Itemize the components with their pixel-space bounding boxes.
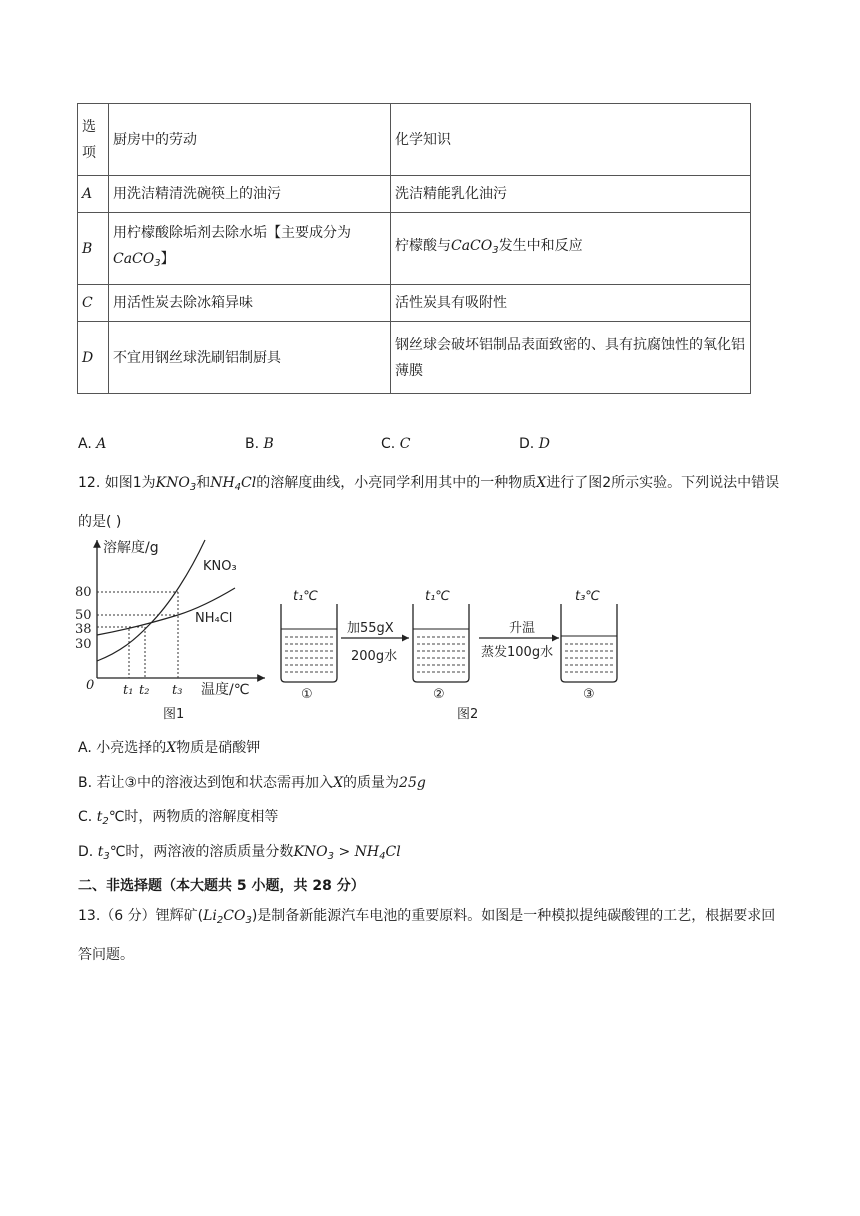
- options-table: [77, 103, 751, 394]
- formula-sub: 3: [154, 258, 161, 269]
- row-labor: 用洗洁精清洗碗筷上的油污: [109, 176, 391, 213]
- fig2-caption: 图2: [457, 707, 479, 722]
- liquid-hatching: [417, 637, 465, 672]
- nh4cl-label: NH₄Cl: [195, 611, 233, 626]
- section-title: 二、非选择题（本大题共 5 小题，共 28 分）: [78, 878, 365, 894]
- choice-a[interactable]: A. A: [78, 436, 107, 452]
- header-labor: 厨房中的劳动: [109, 104, 391, 176]
- knowledge-text: 柠檬酸与: [395, 238, 451, 254]
- table-row: [78, 213, 751, 285]
- y-tick-label: 80: [75, 585, 92, 600]
- q12-option-b[interactable]: B. 若让③中的溶液达到饱和状态需再加入X的质量为25g: [78, 775, 426, 791]
- formula: CaCO: [113, 251, 155, 267]
- arrow2-top: 升温: [509, 621, 536, 636]
- beaker-label: ①: [301, 687, 313, 702]
- q12-option-a[interactable]: A. 小亮选择的X物质是硝酸钾: [78, 740, 261, 756]
- row-option: C: [78, 285, 109, 322]
- row-knowledge: 钢丝球会破坏铝制品表面致密的、具有抗腐蚀性的氧化铝薄膜: [391, 322, 751, 394]
- x-tick-label: t₂: [139, 683, 150, 698]
- kno3-curve: [97, 540, 205, 661]
- choice-c[interactable]: C. C: [381, 436, 411, 452]
- beaker-temp: t₁℃: [425, 589, 450, 604]
- arrow1-top: 加55gX: [347, 621, 394, 636]
- table-row: [78, 322, 751, 394]
- formula-sub: 3: [492, 245, 499, 256]
- row-option: D: [78, 322, 109, 394]
- arrow2-bottom: 蒸发100g水: [481, 645, 554, 660]
- row-labor: [109, 213, 391, 285]
- liquid-hatching: [285, 637, 333, 672]
- y-tick-label: 30: [75, 637, 92, 652]
- q12-figure: [75, 532, 635, 722]
- formula: CaCO: [451, 238, 493, 254]
- beaker-2: [413, 604, 469, 682]
- x-axis-label: 温度/℃: [201, 682, 250, 698]
- row-knowledge: [391, 213, 751, 285]
- row-labor: 用活性炭去除冰箱异味: [109, 285, 391, 322]
- experiment-diagram: [281, 589, 617, 722]
- origin-label: 0: [86, 678, 95, 693]
- labor-text: 用柠檬酸除垢剂去除水垢【主要成分为: [113, 225, 351, 241]
- table-header-row: [78, 104, 751, 176]
- arrow1-bottom: 200g水: [351, 649, 398, 664]
- q12-option-d[interactable]: D. $t_3℃$时，两溶液的溶质质量分数$KNO_3 > NH_4Cl$: [78, 844, 401, 862]
- q12-stem: 12. 如图1为$KNO_3$和$NH_4Cl$的溶解度曲线，小亮同学利用其中的一种物质X进行了图2所示实验。下列说法中错误的是( ): [78, 475, 780, 530]
- beaker-temp: t₃℃: [575, 589, 600, 604]
- header-knowledge: 化学知识: [391, 104, 751, 176]
- fig1-caption: 图1: [163, 707, 185, 722]
- kno3-label: KNO₃: [203, 559, 237, 574]
- header-option: 选项: [78, 104, 109, 176]
- row-option: B: [78, 213, 109, 285]
- y-tick-label: 38: [75, 622, 92, 637]
- row-option: A: [78, 176, 109, 213]
- row-knowledge: 洗洁精能乳化油污: [391, 176, 751, 213]
- beaker-label: ③: [583, 687, 595, 702]
- y-tick-label: 50: [75, 608, 92, 623]
- beaker-label: ②: [433, 687, 445, 702]
- table-row: [78, 176, 751, 213]
- choice-b[interactable]: B. B: [245, 436, 274, 452]
- row-knowledge: 活性炭具有吸附性: [391, 285, 751, 322]
- beaker-3: [561, 604, 617, 682]
- knowledge-text-end: 发生中和反应: [498, 238, 583, 254]
- row-labor: 不宜用钢丝球洗刷铝制厨具: [109, 322, 391, 394]
- table-row: [78, 285, 751, 322]
- q12-option-c[interactable]: C. $t_2℃$时，两物质的溶解度相等: [78, 809, 279, 827]
- liquid-hatching: [565, 644, 613, 672]
- beaker-1: [281, 604, 337, 682]
- solubility-graph: [75, 539, 265, 722]
- q13-stem: 13.（6 分）锂辉矿$(Li_2CO_3)$是制备新能源汽车电池的重要原料。如图是一种模拟提纯碳酸锂的工艺，根据要求回答问题。: [78, 908, 776, 963]
- x-tick-label: t₃: [172, 683, 183, 698]
- labor-text-end: 】: [160, 251, 175, 267]
- y-axis-label: 溶解度/g: [103, 540, 159, 556]
- x-tick-label: t₁: [123, 683, 134, 698]
- beaker-temp: t₁℃: [293, 589, 318, 604]
- choice-d[interactable]: D. D: [519, 436, 550, 452]
